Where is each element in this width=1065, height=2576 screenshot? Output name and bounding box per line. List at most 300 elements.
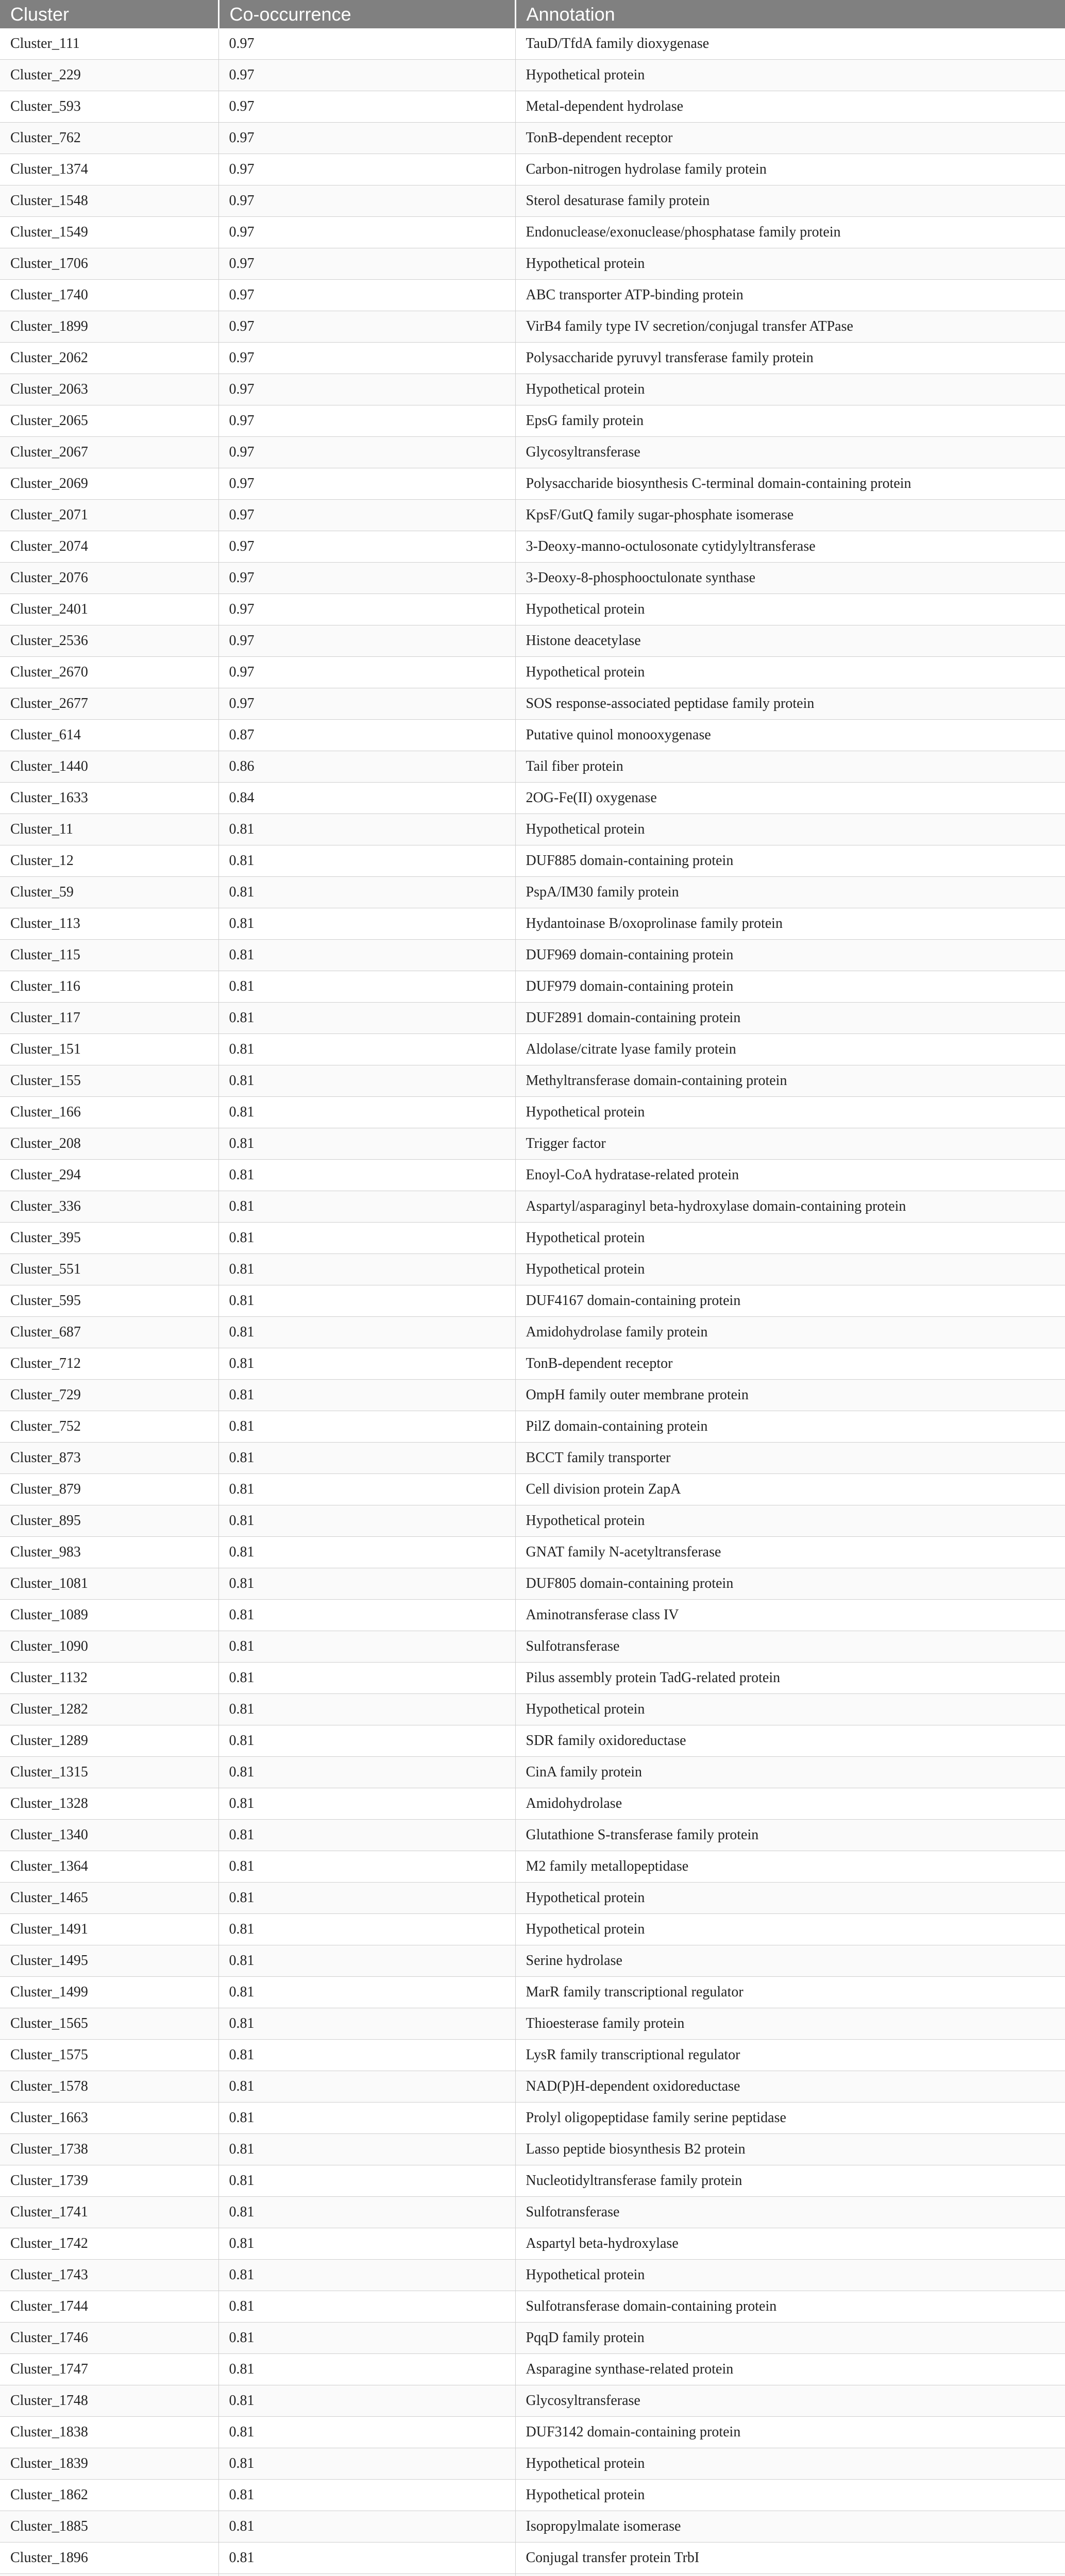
cell-co-occurrence: 0.81 bbox=[218, 1348, 515, 1380]
cell-cluster: Cluster_166 bbox=[0, 1097, 218, 1128]
table-row bbox=[0, 877, 1065, 908]
cell-co-occurrence: 0.81 bbox=[218, 2008, 515, 2040]
table-row bbox=[0, 563, 1065, 594]
cell-cluster bbox=[0, 2574, 218, 2576]
table-row bbox=[0, 1128, 1065, 1160]
table-row bbox=[0, 1537, 1065, 1568]
cell-co-occurrence: 0.81 bbox=[218, 2165, 515, 2197]
table-row bbox=[0, 1191, 1065, 1223]
cell-co-occurrence: 0.81 bbox=[218, 971, 515, 1003]
cell-co-occurrence: 0.81 bbox=[218, 1128, 515, 1160]
table-row bbox=[0, 1285, 1065, 1317]
table-row bbox=[0, 60, 1065, 91]
cell-cluster: Cluster_1565 bbox=[0, 2008, 218, 2040]
cell-annotation: PspA/IM30 family protein bbox=[515, 877, 1065, 908]
cell-cluster: Cluster_614 bbox=[0, 720, 218, 751]
cell-annotation: Nucleotidyltransferase family protein bbox=[515, 2165, 1065, 2197]
cell-co-occurrence: 0.97 bbox=[218, 531, 515, 563]
table-row bbox=[0, 2134, 1065, 2165]
table-row bbox=[0, 405, 1065, 437]
cell-annotation: Hypothetical protein bbox=[515, 1254, 1065, 1285]
cell-co-occurrence: 0.81 bbox=[218, 1537, 515, 1568]
cell-annotation: Endonuclease/exonuclease/phosphatase family protein bbox=[515, 217, 1065, 248]
cell-cluster: Cluster_1706 bbox=[0, 248, 218, 280]
cell-annotation: Metal-dependent hydrolase bbox=[515, 91, 1065, 123]
cell-co-occurrence: 0.81 bbox=[218, 2385, 515, 2417]
cell-cluster: Cluster_895 bbox=[0, 1505, 218, 1537]
cell-annotation: Isopropylmalate isomerase bbox=[515, 2511, 1065, 2543]
cell-annotation: Asparagine synthase-related protein bbox=[515, 2354, 1065, 2385]
cell-cluster: Cluster_712 bbox=[0, 1348, 218, 1380]
cell-annotation: Prolyl oligopeptidase family serine peptidase bbox=[515, 2103, 1065, 2134]
cell-cluster: Cluster_1465 bbox=[0, 1883, 218, 1914]
cell-annotation: Hypothetical protein bbox=[515, 2480, 1065, 2511]
table-row bbox=[0, 1505, 1065, 1537]
cell-annotation: LysR family transcriptional regulator bbox=[515, 2040, 1065, 2071]
cell-co-occurrence: 0.81 bbox=[218, 2417, 515, 2448]
cell-co-occurrence: 0.97 bbox=[218, 657, 515, 688]
cell-annotation: DUF805 domain-containing protein bbox=[515, 1568, 1065, 1600]
cell-co-occurrence: 0.97 bbox=[218, 60, 515, 91]
cell-co-occurrence: 0.97 bbox=[218, 248, 515, 280]
cell-co-occurrence: 0.81 bbox=[218, 1663, 515, 1694]
cell-cluster: Cluster_151 bbox=[0, 1034, 218, 1065]
cell-co-occurrence: 0.81 bbox=[218, 1317, 515, 1348]
table-row bbox=[0, 1851, 1065, 1883]
cell-annotation: Aspartyl beta-hydroxylase bbox=[515, 2228, 1065, 2260]
cell-annotation: Polysaccharide pyruvyl transferase family protein bbox=[515, 343, 1065, 374]
cell-cluster: Cluster_1885 bbox=[0, 2511, 218, 2543]
cell-cluster: Cluster_1739 bbox=[0, 2165, 218, 2197]
cell-annotation: DUF3142 domain-containing protein bbox=[515, 2417, 1065, 2448]
table-row bbox=[0, 2354, 1065, 2385]
cell-cluster: Cluster_1575 bbox=[0, 2040, 218, 2071]
table-row bbox=[0, 1600, 1065, 1631]
cell-co-occurrence: 0.81 bbox=[218, 1474, 515, 1505]
cell-co-occurrence: 0.81 bbox=[218, 1380, 515, 1411]
cell-cluster: Cluster_1746 bbox=[0, 2323, 218, 2354]
cell-cluster: Cluster_155 bbox=[0, 1065, 218, 1097]
cell-cluster: Cluster_1340 bbox=[0, 1820, 218, 1851]
cell-co-occurrence: 0.81 bbox=[218, 1097, 515, 1128]
cell-annotation: KpsF/GutQ family sugar-phosphate isomerase bbox=[515, 500, 1065, 531]
cell-cluster: Cluster_1633 bbox=[0, 783, 218, 814]
cell-annotation: Conjugal transfer protein TrbI bbox=[515, 2543, 1065, 2574]
cell-annotation: TauD/TfdA family dioxygenase bbox=[515, 28, 1065, 60]
cell-annotation: Hypothetical protein bbox=[515, 657, 1065, 688]
cell-annotation: 2OG-Fe(II) oxygenase bbox=[515, 783, 1065, 814]
cell-cluster: Cluster_2536 bbox=[0, 625, 218, 657]
cell-co-occurrence: 0.81 bbox=[218, 2197, 515, 2228]
cell-cluster: Cluster_2067 bbox=[0, 437, 218, 468]
table-row bbox=[0, 1097, 1065, 1128]
cell-annotation: Serine hydrolase bbox=[515, 1945, 1065, 1977]
cell-cluster: Cluster_1499 bbox=[0, 1977, 218, 2008]
cell-cluster: Cluster_1282 bbox=[0, 1694, 218, 1725]
cell-cluster: Cluster_59 bbox=[0, 877, 218, 908]
cell-cluster: Cluster_2065 bbox=[0, 405, 218, 437]
cell-co-occurrence: 0.97 bbox=[218, 625, 515, 657]
cell-annotation: Tail fiber protein bbox=[515, 751, 1065, 783]
cell-annotation: Enoyl-CoA hydratase-related protein bbox=[515, 1160, 1065, 1191]
table-row bbox=[0, 1380, 1065, 1411]
table-row bbox=[0, 2417, 1065, 2448]
cell-annotation: Amidohydrolase bbox=[515, 1788, 1065, 1820]
cell-co-occurrence: 0.81 bbox=[218, 2448, 515, 2480]
cell-cluster: Cluster_12 bbox=[0, 845, 218, 877]
cell-cluster: Cluster_729 bbox=[0, 1380, 218, 1411]
table-row bbox=[0, 1945, 1065, 1977]
cell-co-occurrence: 0.97 bbox=[218, 688, 515, 720]
cell-annotation: CinA family protein bbox=[515, 1757, 1065, 1788]
table-row bbox=[0, 1568, 1065, 1600]
cell-annotation: Sulfotransferase domain-containing protein bbox=[515, 2291, 1065, 2323]
table-row bbox=[0, 751, 1065, 783]
table-row bbox=[0, 2291, 1065, 2323]
table-row bbox=[0, 2197, 1065, 2228]
table-row bbox=[0, 625, 1065, 657]
cell-cluster: Cluster_1741 bbox=[0, 2197, 218, 2228]
cell-co-occurrence: 0.81 bbox=[218, 2511, 515, 2543]
cell-annotation: Hydantoinase B/oxoprolinase family protein bbox=[515, 908, 1065, 940]
cell-co-occurrence: 0.81 bbox=[218, 2543, 515, 2574]
cell-cluster: Cluster_1364 bbox=[0, 1851, 218, 1883]
cell-annotation: Hypothetical protein bbox=[515, 2260, 1065, 2291]
cell-co-occurrence: 0.97 bbox=[218, 185, 515, 217]
cell-annotation: Sterol desaturase family protein bbox=[515, 185, 1065, 217]
cell-annotation: DUF969 domain-containing protein bbox=[515, 940, 1065, 971]
cell-annotation: DUF885 domain-containing protein bbox=[515, 845, 1065, 877]
cell-cluster: Cluster_1328 bbox=[0, 1788, 218, 1820]
table-row bbox=[0, 1663, 1065, 1694]
cell-cluster: Cluster_2062 bbox=[0, 343, 218, 374]
cell-cluster: Cluster_2677 bbox=[0, 688, 218, 720]
table-row bbox=[0, 2103, 1065, 2134]
table-row bbox=[0, 2574, 1065, 2576]
cell-annotation: Hypothetical protein bbox=[515, 60, 1065, 91]
table-row bbox=[0, 1003, 1065, 1034]
table-row bbox=[0, 1443, 1065, 1474]
cell-co-occurrence: 0.81 bbox=[218, 1223, 515, 1254]
table-row bbox=[0, 1820, 1065, 1851]
table-body bbox=[0, 28, 1065, 2576]
table-row bbox=[0, 2543, 1065, 2574]
cell-co-occurrence: 0.81 bbox=[218, 1568, 515, 1600]
cell-co-occurrence: 0.97 bbox=[218, 280, 515, 311]
table-row bbox=[0, 1065, 1065, 1097]
cell-cluster: Cluster_1663 bbox=[0, 2103, 218, 2134]
cell-co-occurrence: 0.81 bbox=[218, 1945, 515, 1977]
cell-annotation: Aldolase/citrate lyase family protein bbox=[515, 1034, 1065, 1065]
cell-co-occurrence: 0.81 bbox=[218, 2071, 515, 2103]
cell-co-occurrence: 0.81 bbox=[218, 2040, 515, 2071]
header-annotation: Annotation bbox=[515, 0, 1065, 28]
cell-annotation: Hypothetical protein bbox=[515, 814, 1065, 845]
table-row bbox=[0, 1977, 1065, 2008]
cell-cluster: Cluster_1090 bbox=[0, 1631, 218, 1663]
cell-co-occurrence: 0.81 bbox=[218, 2134, 515, 2165]
cell-cluster: Cluster_1374 bbox=[0, 154, 218, 185]
cell-cluster: Cluster_1738 bbox=[0, 2134, 218, 2165]
cell-cluster: Cluster_551 bbox=[0, 1254, 218, 1285]
cell-cluster: Cluster_2069 bbox=[0, 468, 218, 500]
header-row bbox=[0, 0, 1065, 28]
cell-cluster: Cluster_336 bbox=[0, 1191, 218, 1223]
cell-co-occurrence: 0.81 bbox=[218, 877, 515, 908]
cell-cluster: Cluster_1081 bbox=[0, 1568, 218, 1600]
table-row bbox=[0, 1914, 1065, 1945]
cell-annotation: Hypothetical protein bbox=[515, 374, 1065, 405]
cell-annotation: Cell division protein ZapA bbox=[515, 1474, 1065, 1505]
cell-annotation: BCCT family transporter bbox=[515, 1443, 1065, 1474]
table-row bbox=[0, 437, 1065, 468]
cell-co-occurrence: 0.84 bbox=[218, 783, 515, 814]
table-row bbox=[0, 783, 1065, 814]
table-row bbox=[0, 657, 1065, 688]
cell-annotation: VirB4 family type IV secretion/conjugal transfer ATPase bbox=[515, 311, 1065, 343]
table-row bbox=[0, 28, 1065, 60]
cell-annotation: Hypothetical protein bbox=[515, 248, 1065, 280]
table-row bbox=[0, 185, 1065, 217]
table-row bbox=[0, 1223, 1065, 1254]
cell-cluster: Cluster_1495 bbox=[0, 1945, 218, 1977]
cell-co-occurrence: 0.81 bbox=[218, 1443, 515, 1474]
cell-co-occurrence: 0.81 bbox=[218, 2103, 515, 2134]
table-row bbox=[0, 1788, 1065, 1820]
table-row bbox=[0, 1694, 1065, 1725]
cell-co-occurrence: 0.81 bbox=[218, 2323, 515, 2354]
table-row bbox=[0, 123, 1065, 154]
table-row bbox=[0, 91, 1065, 123]
table-row bbox=[0, 1317, 1065, 1348]
cell-co-occurrence: 0.97 bbox=[218, 468, 515, 500]
table-row bbox=[0, 908, 1065, 940]
table-row bbox=[0, 531, 1065, 563]
cell-annotation: Thioesterase family protein bbox=[515, 2008, 1065, 2040]
cell-annotation: TonB-dependent receptor bbox=[515, 1348, 1065, 1380]
cell-annotation: Hypothetical protein bbox=[515, 594, 1065, 625]
table-row bbox=[0, 500, 1065, 531]
cell-co-occurrence: 0.81 bbox=[218, 1694, 515, 1725]
cell-co-occurrence: 0.97 bbox=[218, 343, 515, 374]
cell-annotation: DUF4167 domain-containing protein bbox=[515, 1285, 1065, 1317]
cell-annotation: OmpH family outer membrane protein bbox=[515, 1380, 1065, 1411]
table-row bbox=[0, 2228, 1065, 2260]
cell-cluster: Cluster_11 bbox=[0, 814, 218, 845]
cell-annotation: Lasso peptide biosynthesis B2 protein bbox=[515, 2134, 1065, 2165]
cell-cluster: Cluster_1578 bbox=[0, 2071, 218, 2103]
cell-cluster: Cluster_1491 bbox=[0, 1914, 218, 1945]
table-row bbox=[0, 1254, 1065, 1285]
cell-cluster: Cluster_2076 bbox=[0, 563, 218, 594]
cell-cluster: Cluster_294 bbox=[0, 1160, 218, 1191]
cell-co-occurrence: 0.97 bbox=[218, 154, 515, 185]
cell-co-occurrence: 0.81 bbox=[218, 1160, 515, 1191]
table-row bbox=[0, 2323, 1065, 2354]
table-row bbox=[0, 2071, 1065, 2103]
table-row bbox=[0, 311, 1065, 343]
cell-cluster: Cluster_1742 bbox=[0, 2228, 218, 2260]
cell-cluster: Cluster_115 bbox=[0, 940, 218, 971]
cell-cluster: Cluster_2063 bbox=[0, 374, 218, 405]
table-row bbox=[0, 1034, 1065, 1065]
cell-co-occurrence: 0.81 bbox=[218, 2260, 515, 2291]
cell-annotation: GNAT family N-acetyltransferase bbox=[515, 1537, 1065, 1568]
cell-annotation: Hypothetical protein bbox=[515, 1097, 1065, 1128]
cell-annotation: Glycosyltransferase bbox=[515, 2385, 1065, 2417]
table-row bbox=[0, 2511, 1065, 2543]
cell-annotation: DUF2891 domain-containing protein bbox=[515, 1003, 1065, 1034]
cell-co-occurrence: 0.81 bbox=[218, 1003, 515, 1034]
table-header bbox=[0, 0, 1065, 28]
cell-annotation: Polysaccharide biosynthesis C-terminal domain-containing protein bbox=[515, 468, 1065, 500]
cell-co-occurrence: 0.81 bbox=[218, 1285, 515, 1317]
cell-co-occurrence: 0.97 bbox=[218, 311, 515, 343]
cell-co-occurrence: 0.81 bbox=[218, 1977, 515, 2008]
table-row bbox=[0, 1757, 1065, 1788]
table-row bbox=[0, 280, 1065, 311]
cell-co-occurrence: 0.81 bbox=[218, 2480, 515, 2511]
table-row bbox=[0, 1631, 1065, 1663]
table-row bbox=[0, 2385, 1065, 2417]
cell-co-occurrence: 0.97 bbox=[218, 91, 515, 123]
cell-co-occurrence: 0.81 bbox=[218, 2354, 515, 2385]
cell-annotation: TonB-dependent receptor bbox=[515, 123, 1065, 154]
cell-co-occurrence: 0.81 bbox=[218, 1820, 515, 1851]
cell-co-occurrence: 0.81 bbox=[218, 1034, 515, 1065]
cell-annotation: Hypothetical protein bbox=[515, 1505, 1065, 1537]
table-row bbox=[0, 1883, 1065, 1914]
cell-co-occurrence: 0.81 bbox=[218, 1411, 515, 1443]
table-row bbox=[0, 1725, 1065, 1757]
cell-cluster: Cluster_2401 bbox=[0, 594, 218, 625]
cell-annotation: Amidohydrolase family protein bbox=[515, 1317, 1065, 1348]
cell-annotation: Hypothetical protein bbox=[515, 1914, 1065, 1945]
cell-co-occurrence: 0.97 bbox=[218, 437, 515, 468]
cell-co-occurrence: 0.81 bbox=[218, 1191, 515, 1223]
header-co-occurrence: Co-occurrence bbox=[218, 0, 515, 28]
cell-annotation: Hypothetical protein bbox=[515, 1883, 1065, 1914]
cell-co-occurrence: 0.81 bbox=[218, 814, 515, 845]
cell-annotation: Carbon-nitrogen hydrolase family protein bbox=[515, 154, 1065, 185]
cell-annotation: Hypothetical protein bbox=[515, 2448, 1065, 2480]
cell-cluster: Cluster_229 bbox=[0, 60, 218, 91]
cell-annotation: Putative quinol monooxygenase bbox=[515, 720, 1065, 751]
cell-cluster: Cluster_873 bbox=[0, 1443, 218, 1474]
cell-co-occurrence bbox=[218, 2574, 515, 2576]
cell-cluster: Cluster_2074 bbox=[0, 531, 218, 563]
cell-annotation: Hypothetical protein bbox=[515, 1223, 1065, 1254]
cell-annotation: NAD(P)H-dependent oxidoreductase bbox=[515, 2071, 1065, 2103]
cell-co-occurrence: 0.97 bbox=[218, 594, 515, 625]
cell-annotation: Sulfotransferase bbox=[515, 2197, 1065, 2228]
cell-co-occurrence: 0.81 bbox=[218, 1505, 515, 1537]
cell-cluster: Cluster_1289 bbox=[0, 1725, 218, 1757]
cell-cluster: Cluster_1748 bbox=[0, 2385, 218, 2417]
cell-cluster: Cluster_1132 bbox=[0, 1663, 218, 1694]
cell-annotation: Histone deacetylase bbox=[515, 625, 1065, 657]
cell-co-occurrence: 0.97 bbox=[218, 217, 515, 248]
cell-cluster: Cluster_1862 bbox=[0, 2480, 218, 2511]
cell-co-occurrence: 0.81 bbox=[218, 908, 515, 940]
cell-annotation bbox=[515, 2574, 1065, 2576]
cell-cluster: Cluster_113 bbox=[0, 908, 218, 940]
cell-annotation: Glutathione S-transferase family protein bbox=[515, 1820, 1065, 1851]
cell-cluster: Cluster_1744 bbox=[0, 2291, 218, 2323]
cell-cluster: Cluster_983 bbox=[0, 1537, 218, 1568]
table-row bbox=[0, 2260, 1065, 2291]
table-row bbox=[0, 374, 1065, 405]
cell-annotation: Aspartyl/asparaginyl beta-hydroxylase domain-containing protein bbox=[515, 1191, 1065, 1223]
table-row bbox=[0, 594, 1065, 625]
table-row bbox=[0, 814, 1065, 845]
cell-co-occurrence: 0.81 bbox=[218, 1600, 515, 1631]
cell-co-occurrence: 0.81 bbox=[218, 2291, 515, 2323]
cell-annotation: EpsG family protein bbox=[515, 405, 1065, 437]
cell-co-occurrence: 0.97 bbox=[218, 374, 515, 405]
cell-co-occurrence: 0.97 bbox=[218, 123, 515, 154]
cell-co-occurrence: 0.87 bbox=[218, 720, 515, 751]
cell-cluster: Cluster_1743 bbox=[0, 2260, 218, 2291]
cell-cluster: Cluster_116 bbox=[0, 971, 218, 1003]
cell-co-occurrence: 0.97 bbox=[218, 500, 515, 531]
table-row bbox=[0, 971, 1065, 1003]
table-row bbox=[0, 2480, 1065, 2511]
cell-cluster: Cluster_687 bbox=[0, 1317, 218, 1348]
table-row bbox=[0, 2008, 1065, 2040]
cell-cluster: Cluster_1089 bbox=[0, 1600, 218, 1631]
cell-co-occurrence: 0.81 bbox=[218, 1851, 515, 1883]
cell-cluster: Cluster_111 bbox=[0, 28, 218, 60]
cell-cluster: Cluster_1899 bbox=[0, 311, 218, 343]
cell-annotation: Sulfotransferase bbox=[515, 1631, 1065, 1663]
cell-co-occurrence: 0.81 bbox=[218, 1883, 515, 1914]
cell-annotation: 3-Deoxy-8-phosphooctulonate synthase bbox=[515, 563, 1065, 594]
cell-annotation: SDR family oxidoreductase bbox=[515, 1725, 1065, 1757]
cell-cluster: Cluster_395 bbox=[0, 1223, 218, 1254]
cell-cluster: Cluster_595 bbox=[0, 1285, 218, 1317]
cell-cluster: Cluster_208 bbox=[0, 1128, 218, 1160]
table-row bbox=[0, 2165, 1065, 2197]
cell-annotation: Methyltransferase domain-containing protein bbox=[515, 1065, 1065, 1097]
cell-cluster: Cluster_1747 bbox=[0, 2354, 218, 2385]
table-row bbox=[0, 154, 1065, 185]
cell-cluster: Cluster_752 bbox=[0, 1411, 218, 1443]
table-row bbox=[0, 720, 1065, 751]
cell-cluster: Cluster_762 bbox=[0, 123, 218, 154]
table-row bbox=[0, 248, 1065, 280]
table-row bbox=[0, 217, 1065, 248]
cell-cluster: Cluster_1896 bbox=[0, 2543, 218, 2574]
cell-annotation: Pilus assembly protein TadG-related protein bbox=[515, 1663, 1065, 1694]
cell-annotation: MarR family transcriptional regulator bbox=[515, 1977, 1065, 2008]
table-row bbox=[0, 940, 1065, 971]
cell-co-occurrence: 0.81 bbox=[218, 2228, 515, 2260]
cell-co-occurrence: 0.81 bbox=[218, 1788, 515, 1820]
table-row bbox=[0, 1160, 1065, 1191]
cell-cluster: Cluster_1440 bbox=[0, 751, 218, 783]
cell-cluster: Cluster_1839 bbox=[0, 2448, 218, 2480]
cell-annotation: M2 family metallopeptidase bbox=[515, 1851, 1065, 1883]
table-row bbox=[0, 2040, 1065, 2071]
cell-co-occurrence: 0.81 bbox=[218, 1725, 515, 1757]
cell-co-occurrence: 0.81 bbox=[218, 1254, 515, 1285]
table-row bbox=[0, 468, 1065, 500]
cell-annotation: Trigger factor bbox=[515, 1128, 1065, 1160]
table-row bbox=[0, 845, 1065, 877]
cell-cluster: Cluster_593 bbox=[0, 91, 218, 123]
cell-co-occurrence: 0.81 bbox=[218, 1065, 515, 1097]
